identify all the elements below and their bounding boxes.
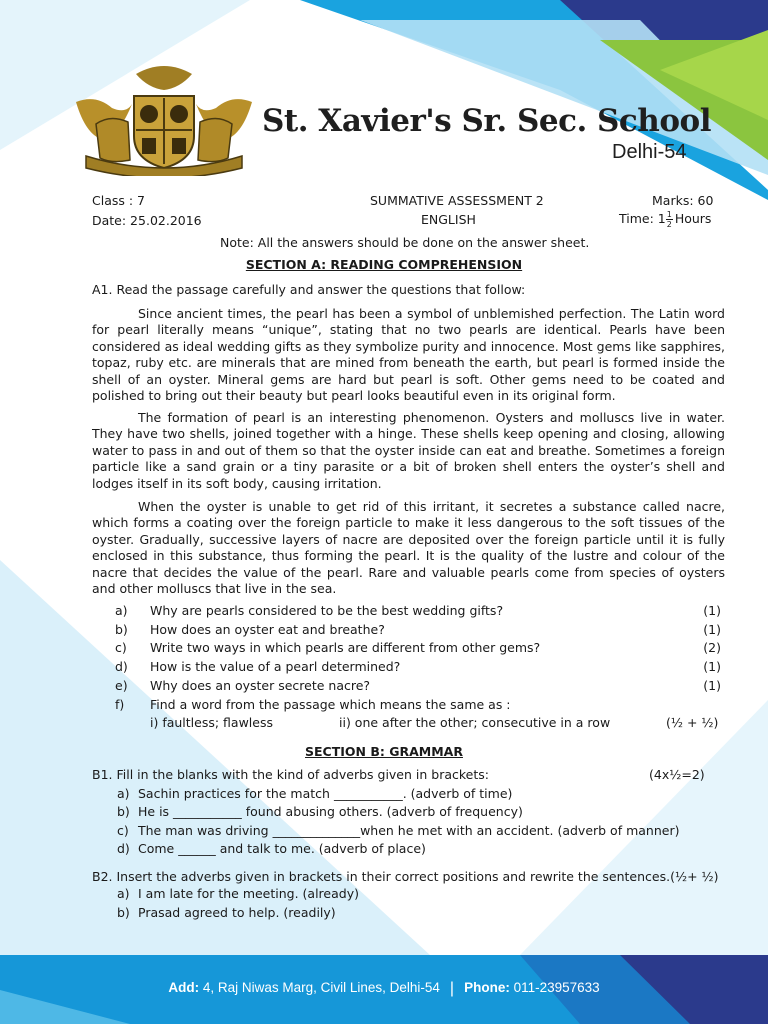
question-e (115, 678, 721, 695)
question-f-marks: (½ + ½) (666, 715, 719, 730)
phone-text: 011-23957633 (509, 980, 600, 995)
item-label: b) (117, 804, 130, 819)
section-b-title: SECTION B: GRAMMAR (305, 744, 463, 759)
b1-instruction: B1. Fill in the blanks with the kind of adverbs given in brackets: (92, 767, 489, 782)
time-label (619, 210, 711, 229)
passage-paragraph-2: The formation of pearl is an interesting phenomenon. Oysters and molluscs live in water. They have two shells, joined together with a hinge. These shells keep opening and closing, allowing water to pass in and out of them so that the oyster inside can eat and breathe. Sometimes a foreign particle like a sand grain or a tiny parasite or a bit of broken shell enters the oyster’s shell and lodges itself in its soft body, causing irritation. (92, 410, 725, 491)
time-frac-num: 1 (666, 210, 672, 219)
question-text: Why does an oyster secrete nacre? (150, 678, 371, 693)
item-text: Sachin practices for the match ___________. (adverb of time) (138, 786, 513, 801)
marks-label: Marks: 60 (652, 193, 714, 208)
assessment-title: SUMMATIVE ASSESSMENT 2 (370, 193, 544, 208)
time-prefix: Time: 1 (619, 211, 666, 226)
time-frac-den: 2 (666, 220, 672, 229)
b1-marks: (4x½=2) (649, 767, 705, 782)
question-b (115, 622, 721, 639)
question-marks: (1) (703, 678, 721, 693)
b1-item-d (117, 841, 426, 858)
school-crest-icon (76, 64, 252, 176)
question-d (115, 659, 721, 676)
b1-item-b (117, 804, 523, 821)
item-text: The man was driving ______________when he met with an accident. (adverb of manner) (138, 823, 680, 838)
b1-item-c (117, 823, 679, 840)
question-marks: (1) (703, 603, 721, 618)
date-label: Date: 25.02.2016 (92, 213, 202, 228)
item-label: d) (117, 841, 130, 856)
question-label: a) (115, 603, 128, 618)
question-text: How does an oyster eat and breathe? (150, 622, 385, 637)
item-text: I am late for the meeting. (already) (138, 886, 359, 901)
b2-item-b (117, 905, 336, 922)
item-text: Prasad agreed to help. (readily) (138, 905, 336, 920)
time-unit: Hours (674, 211, 712, 226)
b2-instruction: B2. Insert the adverbs given in brackets in their correct positions and rewrite the sentences.(½+ ½) (92, 869, 719, 884)
question-label: f) (115, 697, 125, 712)
footer-separator: | (449, 980, 455, 997)
question-label: c) (115, 640, 127, 655)
passage-paragraph-1: Since ancient times, the pearl has been a symbol of unblemished perfection. The Latin word for pearl literally means “unique”, stating that no two pearls are identical. Pearls have been considered as ideal wedding gifts as they symbolize purity and innocence. Most gems like sapphires, topaz, ruby etc. are minerals that are mined from beneath the earth, but pearl is formed inside the shell of an oyster. Mineral gems are hard but pearl is soft. Other gems need to be coated and polished to bring out their beauty but pearl looks beautiful even in its original form. (92, 306, 725, 404)
time-fraction (666, 210, 673, 229)
footer-contact (0, 980, 768, 998)
question-text: Find a word from the passage which means the same as : (150, 697, 511, 712)
question-marks: (1) (703, 622, 721, 637)
item-text: Come ______ and talk to me. (adverb of place) (138, 841, 426, 856)
school-city: Delhi-54 (612, 141, 687, 163)
item-label: c) (117, 823, 129, 838)
section-a-title: SECTION A: READING COMPREHENSION (245, 257, 523, 272)
item-text: He is ___________ found abusing others. (adverb of frequency) (138, 804, 523, 819)
item-label: a) (117, 786, 130, 801)
question-marks: (2) (703, 640, 721, 655)
question-f-sub-2: ii) one after the other; consecutive in a row (339, 715, 611, 730)
subject-label: ENGLISH (421, 212, 476, 227)
passage-paragraph-3: When the oyster is unable to get rid of this irritant, it secretes a substance called nacre, which forms a coating over the foreign particle to make it less dangerous to the soft tissues of the oyster. Gradually, successive layers of nacre are deposited over the foreign particle until it is fully enclosed in this substance, thus forming the pearl. It is the quality of the lustre and colour of the nacre that decides the value of the pearl. Rare and valuable pearls come from species of oysters and other molluscs that live in the sea. (92, 499, 725, 597)
address-text: 4, Raj Niwas Marg, Civil Lines, Delhi-54 (199, 980, 440, 995)
item-label: a) (117, 886, 130, 901)
question-a (115, 603, 721, 620)
b1-item-a (117, 786, 512, 803)
school-name: St. Xavier's Sr. Sec. School (262, 103, 711, 139)
item-label: b) (117, 905, 130, 920)
question-label: d) (115, 659, 128, 674)
question-text: How is the value of a pearl determined? (150, 659, 401, 674)
class-label: Class : 7 (92, 193, 145, 208)
note-text: Note: All the answers should be done on the answer sheet. (220, 235, 590, 250)
question-f-sub-1: i) faultless; flawless (150, 715, 273, 730)
question-label: e) (115, 678, 128, 693)
question-text: Write two ways in which pearls are different from other gems? (150, 640, 541, 655)
question-f (115, 697, 721, 714)
question-text: Why are pearls considered to be the best wedding gifts? (150, 603, 504, 618)
question-c (115, 640, 721, 657)
phone-label: Phone: (464, 980, 510, 995)
question-marks: (1) (703, 659, 721, 674)
b2-item-a (117, 886, 359, 903)
question-label: b) (115, 622, 128, 637)
address-label: Add: (168, 980, 200, 995)
a1-instruction: A1. Read the passage carefully and answer the questions that follow: (92, 282, 526, 297)
